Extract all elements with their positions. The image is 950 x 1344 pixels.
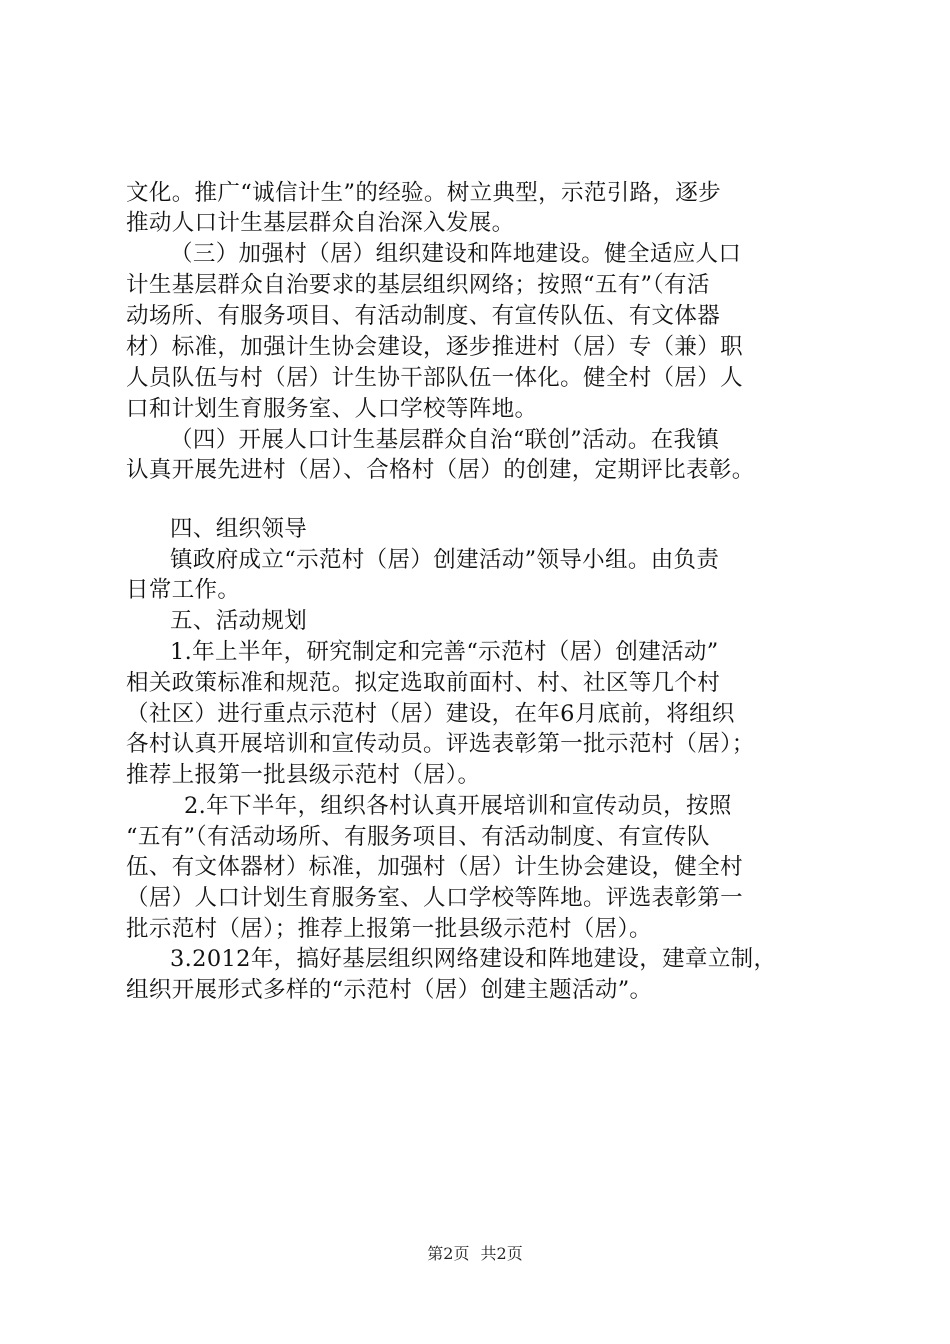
text-line: 2.年下半年，组织各村认真开展培训和宣传动员，按照 (184, 793, 732, 819)
text-line: 计生基层群众自治要求的基层组织网络；按照“五有”（有活 (126, 272, 710, 298)
text-line: 日常工作。 (126, 577, 241, 603)
section-heading: 五、活动规划 (170, 608, 308, 634)
text-line: 材）标准，加强计生协会建设，逐步推进村（居）专（兼）职 (126, 334, 743, 360)
text-line: （四）开展人口计生基层群众自治“联创”活动。在我镇 (170, 427, 720, 453)
page-total: 共2页 (480, 1244, 523, 1263)
text-line: 推荐上报第一批县级示范村（居）。 (126, 762, 481, 788)
text-line: （居）人口计划生育服务室、人口学校等阵地。评选表彰第一 (126, 885, 743, 911)
text-line: 动场所、有服务项目、有活动制度、有宣传队伍、有文体器 (126, 303, 721, 329)
text-line: 人员队伍与村（居）计生协干部队伍一体化。健全村（居）人 (126, 365, 743, 391)
text-line: 推动人口计生基层群众自治深入发展。 (126, 210, 515, 236)
text-line: 3.2012年，搞好基层组织网络建设和阵地建设，建章立制， (170, 946, 777, 972)
text-line: 口和计划生育服务室、人口学校等阵地。 (126, 396, 538, 422)
text-line: （三）加强村（居）组织建设和阵地建设。健全适应人口 (170, 241, 742, 267)
text-line: 认真开展先进村（居）、合格村（居）的创建，定期评比表彰。 (126, 457, 755, 483)
text-line: （社区）进行重点示范村（居）建设，在年6月底前，将组织 (126, 701, 735, 727)
page-footer (0, 1244, 950, 1264)
section-heading: 四、组织领导 (170, 516, 308, 542)
text-line: 文化。推广“诚信计生”的经验。树立典型，示范引路，逐步 (126, 180, 721, 206)
text-line: 镇政府成立“示范村（居）创建活动”领导小组。由负责 (170, 547, 720, 573)
page-number: 第2页 (427, 1244, 470, 1263)
text-line: 相关政策标准和规范。拟定选取前面村、村、社区等几个村 (126, 670, 721, 696)
text-line: 伍、有文体器材）标准，加强村（居）计生协会建设，健全村 (126, 854, 743, 880)
text-line: “五有”（有活动场所、有服务项目、有活动制度、有宣传队 (126, 824, 710, 850)
text-line: 各村认真开展培训和宣传动员。评选表彰第一批示范村（居）； (126, 731, 755, 757)
text-line: 组织开展形式多样的“示范村（居）创建主题活动”。 (126, 977, 653, 1003)
text-line: 1.年上半年，研究制定和完善“示范村（居）创建活动” (170, 639, 719, 665)
text-line: 批示范村（居）；推荐上报第一批县级示范村（居）。 (126, 916, 652, 942)
